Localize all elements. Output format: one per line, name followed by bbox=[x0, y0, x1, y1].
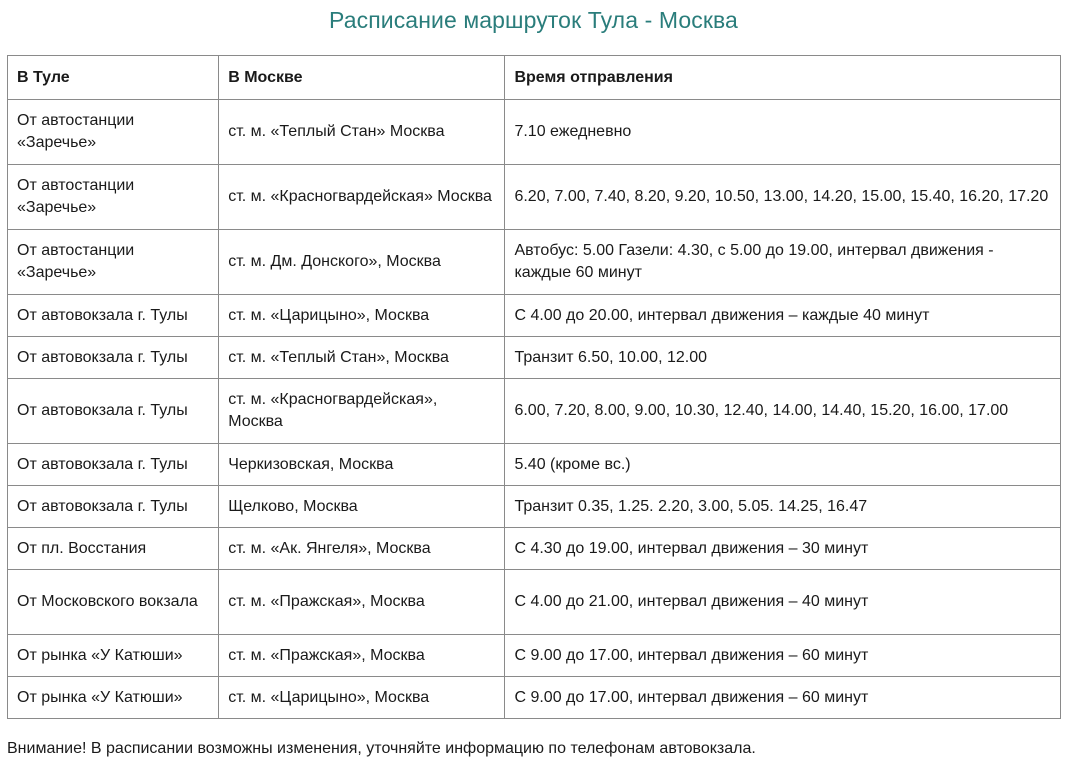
cell-to: ст. м. «Теплый Стан» Москва bbox=[219, 100, 505, 165]
cell-from: От автовокзала г. Тулы bbox=[8, 379, 219, 444]
table-row bbox=[8, 570, 1061, 635]
table-header-row bbox=[8, 56, 1061, 100]
header-time: Время отправления bbox=[505, 56, 1061, 100]
table-row bbox=[8, 444, 1061, 486]
cell-time: 6.20, 7.00, 7.40, 8.20, 9.20, 10.50, 13.00, 14.20, 15.00, 15.40, 16.20, 17.20 bbox=[505, 165, 1061, 230]
cell-time: С 4.00 до 20.00, интервал движения – каждые 40 минут bbox=[505, 295, 1061, 337]
cell-to: ст. м. «Царицыно», Москва bbox=[219, 677, 505, 719]
cell-time: С 9.00 до 17.00, интервал движения – 60 минут bbox=[505, 677, 1061, 719]
cell-from: От автовокзала г. Тулы bbox=[8, 337, 219, 379]
cell-from: От рынка «У Катюши» bbox=[8, 677, 219, 719]
cell-to: ст. м. «Теплый Стан», Москва bbox=[219, 337, 505, 379]
cell-time: Транзит 6.50, 10.00, 12.00 bbox=[505, 337, 1061, 379]
cell-from: От рынка «У Катюши» bbox=[8, 635, 219, 677]
cell-time: Транзит 0.35, 1.25. 2.20, 3.00, 5.05. 14.25, 16.47 bbox=[505, 486, 1061, 528]
cell-to: ст. м. Дм. Донского», Москва bbox=[219, 230, 505, 295]
cell-time: С 4.00 до 21.00, интервал движения – 40 минут bbox=[505, 570, 1061, 635]
table-row bbox=[8, 295, 1061, 337]
cell-to: ст. м. «Ак. Янгеля», Москва bbox=[219, 528, 505, 570]
table-row bbox=[8, 165, 1061, 230]
cell-from: От пл. Восстания bbox=[8, 528, 219, 570]
cell-time: С 9.00 до 17.00, интервал движения – 60 минут bbox=[505, 635, 1061, 677]
table-row bbox=[8, 677, 1061, 719]
table-row bbox=[8, 337, 1061, 379]
cell-from: От автовокзала г. Тулы bbox=[8, 295, 219, 337]
cell-to: Черкизовская, Москва bbox=[219, 444, 505, 486]
cell-from: От автостанции «Заречье» bbox=[8, 230, 219, 295]
cell-to: ст. м. «Пражская», Москва bbox=[219, 570, 505, 635]
cell-time: Автобус: 5.00 Газели: 4.30, с 5.00 до 19.00, интервал движения - каждые 60 минут bbox=[505, 230, 1061, 295]
table-row bbox=[8, 379, 1061, 444]
page-title: Расписание маршруток Тула - Москва bbox=[329, 7, 738, 33]
cell-time: 5.40 (кроме вс.) bbox=[505, 444, 1061, 486]
table-row bbox=[8, 486, 1061, 528]
cell-time: 6.00, 7.20, 8.00, 9.00, 10.30, 12.40, 14.00, 14.40, 15.20, 16.00, 17.00 bbox=[505, 379, 1061, 444]
cell-from: От автостанции «Заречье» bbox=[8, 100, 219, 165]
cell-time: С 4.30 до 19.00, интервал движения – 30 минут bbox=[505, 528, 1061, 570]
schedule-notice: Внимание! В расписании возможны изменения, уточняйте информацию по телефонам автовокзала. bbox=[7, 740, 756, 757]
cell-from: От автовокзала г. Тулы bbox=[8, 444, 219, 486]
cell-to: ст. м. «Красногвардейская», Москва bbox=[219, 379, 505, 444]
cell-from: От автостанции «Заречье» bbox=[8, 165, 219, 230]
cell-to: ст. м. «Пражская», Москва bbox=[219, 635, 505, 677]
header-to: В Москве bbox=[219, 56, 505, 100]
cell-from: От автовокзала г. Тулы bbox=[8, 486, 219, 528]
table-row bbox=[8, 100, 1061, 165]
cell-to: ст. м. «Царицыно», Москва bbox=[219, 295, 505, 337]
table-row bbox=[8, 528, 1061, 570]
schedule-table bbox=[7, 55, 1061, 719]
cell-to: ст. м. «Красногвардейская» Москва bbox=[219, 165, 505, 230]
cell-time: 7.10 ежедневно bbox=[505, 100, 1061, 165]
cell-from: От Московского вокзала bbox=[8, 570, 219, 635]
cell-to: Щелково, Москва bbox=[219, 486, 505, 528]
header-from: В Туле bbox=[8, 56, 219, 100]
table-row bbox=[8, 635, 1061, 677]
table-row bbox=[8, 230, 1061, 295]
